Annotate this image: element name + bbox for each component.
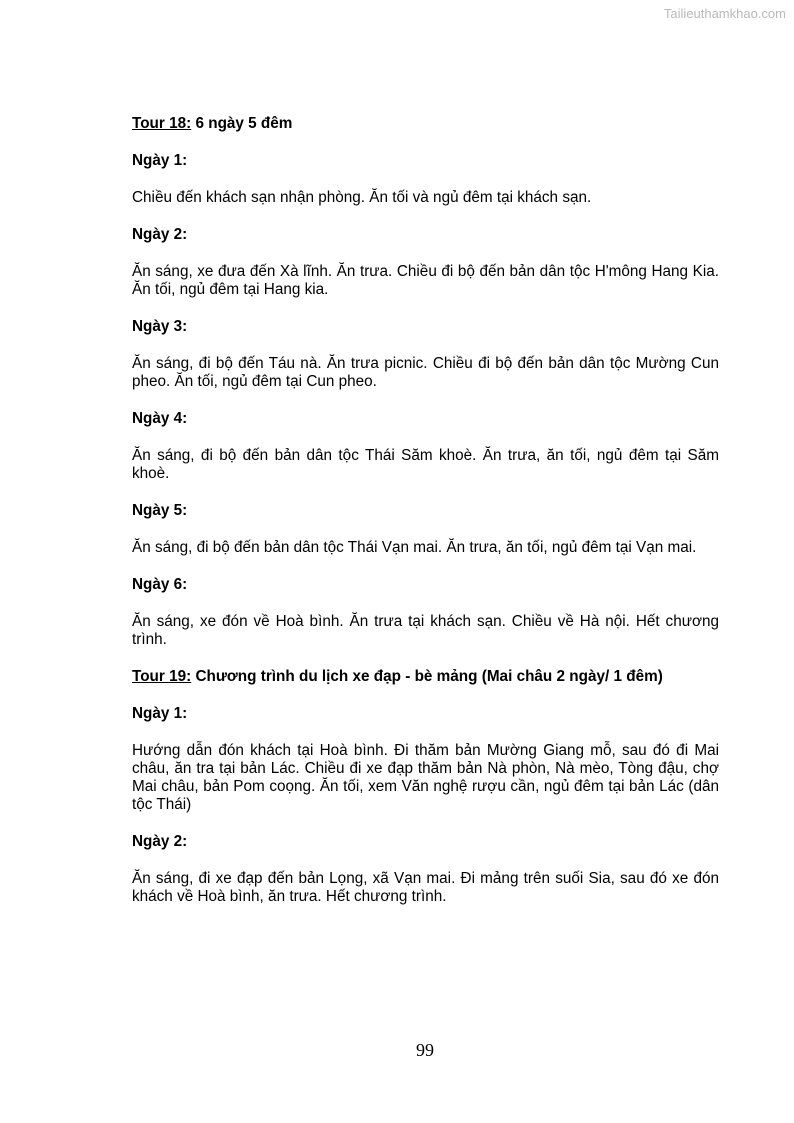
day-heading: Ngày 2: [132,833,188,850]
document-body [132,115,719,925]
day-text: Ăn sáng, đi bộ đến bản dân tộc Thái Vạn mai. Ăn trưa, ăn tối, ngủ đêm tại Vạn mai. [132,539,697,556]
tour-title: 6 ngày 5 đêm [191,115,293,132]
day-text: Ăn sáng, xe đưa đến Xà lĩnh. Ăn trưa. Chiều đi bộ đến bản dân tộc H'mông Hang Kia. Ăn tối, ngủ đêm tại Hang kia. [132,263,719,298]
day-heading: Ngày 4: [132,410,188,427]
tour-title: Chương trình du lịch xe đạp - bè mảng (Mai châu 2 ngày/ 1 đêm) [191,668,663,685]
day-text: Ăn sáng, đi bộ đến Táu nà. Ăn trưa picnic. Chiều đi bộ đến bản dân tộc Mường Cun pheo. Ăn tối, ngủ đêm tại Cun pheo. [132,355,719,390]
tour-18-heading [132,115,719,133]
tour-label: Tour 19: [132,668,192,685]
day-text: Ăn sáng, đi bộ đến bản dân tộc Thái Săm khoè. Ăn trưa, ăn tối, ngủ đêm tại Săm khoè. [132,447,719,482]
day-heading: Ngày 3: [132,318,188,335]
day-heading: Ngày 1: [132,152,188,169]
tour-19-heading [132,668,719,686]
day-heading: Ngày 5: [132,502,188,519]
page-number: 99 [416,1040,434,1060]
day-text: Hướng dẫn đón khách tại Hoà bình. Đi thăm bản Mường Giang mỗ, sau đó đi Mai châu, ăn tra tại bản Lác. Chiều đi xe đạp thăm bản Nà phòn, Nà mèo, Tòng đậu, chợ Mai châu, bản Pom coọng. Ăn tối, xem Văn nghệ rượu cần, ngủ đêm tại bản Lác (dân tộc Thái) [132,742,719,813]
day-heading: Ngày 6: [132,576,188,593]
day-text: Ăn sáng, xe đón về Hoà bình. Ăn trưa tại khách sạn. Chiều về Hà nội. Hết chương trình. [132,613,719,648]
day-heading: Ngày 1: [132,705,188,722]
day-text: Chiều đến khách sạn nhận phòng. Ăn tối và ngủ đêm tại khách sạn. [132,189,592,206]
day-heading: Ngày 2: [132,226,188,243]
day-text: Ăn sáng, đi xe đạp đến bản Lọng, xã Vạn mai. Đi mảng trên suối Sia, sau đó xe đón khách về Hoà bình, ăn trưa. Hết chương trình. [132,870,719,905]
watermark: Tailieuthamkhao.com [663,6,786,21]
tour-label: Tour 18: [132,115,192,132]
